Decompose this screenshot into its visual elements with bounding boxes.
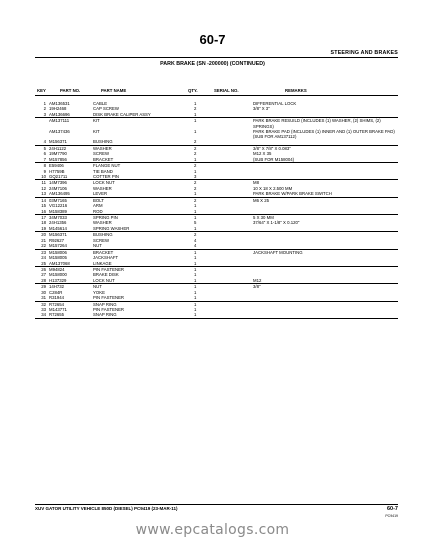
- row-part-name: KIT: [93, 118, 100, 124]
- footer-doc-code: PC9419: [385, 514, 398, 518]
- row-qty: 2: [194, 163, 197, 169]
- row-part-no: M156371: [49, 139, 67, 145]
- row-key: 16: [41, 208, 46, 214]
- row-part-no: AM137068: [49, 260, 70, 266]
- row-part-name: YOKE: [93, 289, 105, 295]
- row-part-name: BUSHING: [93, 139, 113, 145]
- row-key: 12: [41, 185, 46, 191]
- row-part-name: BOLT: [93, 197, 104, 203]
- row-remarks: M6 X 25: [253, 197, 270, 203]
- row-qty: 1: [194, 266, 197, 272]
- row-key: 23: [41, 249, 46, 255]
- row-part-no: 14M7396: [49, 180, 67, 186]
- table-row: [35, 312, 398, 318]
- row-qty: 1: [194, 312, 197, 318]
- row-part-no: M94824: [49, 266, 65, 272]
- row-key: 34: [41, 312, 46, 318]
- row-qty: 1: [194, 208, 197, 214]
- row-part-name: FLANGE NUT: [93, 163, 121, 169]
- row-part-no: R72655: [49, 312, 65, 318]
- row-qty: 2: [194, 145, 197, 151]
- row-key: 14: [41, 197, 46, 203]
- row-key: 31: [41, 295, 46, 301]
- row-part-no: C284R: [49, 289, 63, 295]
- row-key: 10: [41, 173, 46, 179]
- row-qty: 1: [194, 203, 197, 209]
- section-title: STEERING AND BRAKES: [330, 50, 398, 56]
- row-remarks: PARK BRAKE RESUILD (INCLUDES (1) WASHER, (2) SHIMS, (2) SPRINGS): [253, 118, 381, 129]
- row-qty: 1: [194, 249, 197, 255]
- row-key: 27: [41, 272, 46, 278]
- row-part-no: 03M7165: [49, 197, 67, 203]
- row-key: 2: [43, 106, 46, 112]
- row-part-no: R31944: [49, 295, 65, 301]
- row-part-no: AM136531: [49, 101, 70, 106]
- row-remarks: 3/8": [253, 284, 261, 290]
- row-part-no: 19M7790: [49, 151, 67, 157]
- row-remarks: 3/8" X 3": [253, 106, 270, 112]
- row-key: 33: [41, 307, 46, 312]
- row-key: 6: [43, 151, 46, 157]
- col-qty: QTY.: [188, 88, 198, 93]
- row-remarks: JACKSHAFT MOUNTING: [253, 249, 303, 255]
- row-part-no: AM136696: [49, 111, 70, 117]
- row-key: 9: [43, 168, 46, 174]
- row-part-no: R72654: [49, 301, 65, 307]
- row-qty: 2: [194, 185, 197, 191]
- row-remarks: 37/64" X 1-1/8" X 0.120": [253, 220, 300, 226]
- row-part-name: SNAP RING: [93, 301, 117, 307]
- row-part-no: H7759B: [49, 168, 65, 174]
- row-qty: 1: [194, 260, 197, 266]
- row-part-no: AM136495: [49, 191, 70, 197]
- row-qty: 1: [194, 307, 197, 312]
- row-key: 3: [43, 111, 46, 117]
- row-part-no: M157856: [49, 156, 67, 162]
- row-part-no: AM137111: [49, 118, 70, 124]
- row-qty: 2: [194, 139, 197, 145]
- row-part-name: BRACKET: [93, 156, 114, 162]
- row-part-name: DISK BRAKE CALIPER ASSY: [93, 111, 151, 117]
- row-key: 32: [41, 301, 46, 307]
- row-part-no: M158005: [49, 255, 67, 261]
- row-qty: 2: [194, 232, 197, 238]
- row-part-name: TIE BAND: [93, 168, 113, 174]
- col-part-name: PART NAME: [101, 88, 127, 93]
- row-part-name: BRAKE DISK: [93, 272, 119, 278]
- table-row: [35, 129, 398, 140]
- row-qty: 3: [194, 173, 197, 179]
- row-qty: 1: [194, 295, 197, 301]
- row-key: 22: [41, 243, 46, 249]
- row-qty: 1: [194, 272, 197, 278]
- row-part-no: 24M7106: [49, 185, 67, 191]
- row-qty: 1: [194, 191, 197, 197]
- row-part-name: ARM: [93, 203, 103, 209]
- row-remarks: (SUB FOR M158004): [253, 156, 295, 162]
- row-remarks: 5 X 30 MM: [253, 215, 274, 220]
- row-part-name: PIN FASTENER: [93, 266, 125, 272]
- row-key: 17: [41, 215, 46, 220]
- row-part-no: M157264: [49, 243, 67, 249]
- row-key: 11: [41, 180, 46, 186]
- footer-rule: [35, 504, 398, 505]
- col-part-no: PART NO.: [60, 88, 81, 93]
- footer-title: XUV GATOR UTILITY VEHICLE 850D (DIESEL) PC9419 (23-MAR-11): [35, 506, 178, 511]
- row-part-name: LINKAGE: [93, 260, 112, 266]
- row-part-no: M143771: [49, 307, 67, 312]
- row-qty: 1: [194, 289, 197, 295]
- row-qty: 4: [194, 237, 197, 243]
- row-part-name: BUSHING: [93, 232, 113, 238]
- row-part-name: CAP SCREW: [93, 106, 119, 112]
- column-header-rule: [35, 95, 398, 96]
- row-part-name: JACKSHAFT: [93, 255, 119, 261]
- row-part-name: LEVER: [93, 191, 108, 197]
- row-remarks: M12 X 35: [253, 151, 272, 157]
- row-qty: 2: [194, 151, 197, 157]
- page-number: 60-7: [199, 32, 226, 47]
- row-key: 4: [43, 139, 46, 145]
- col-key: KEY: [37, 88, 46, 93]
- row-part-name: COTTER PIN: [93, 173, 120, 179]
- row-qty: 1: [194, 128, 197, 134]
- row-remarks: PARK BRAKE W/PARK BRAKE SWITCH: [253, 191, 332, 197]
- parts-table: [35, 101, 398, 319]
- row-part-no: M158389: [49, 208, 67, 214]
- row-remarks: PARK BRAKE PAD (INCLUDES (1) INNER AND (1) OUTER BRAKE PAD) (SUB FOR AM137112): [253, 128, 395, 140]
- row-qty: 1: [194, 225, 197, 231]
- row-part-name: SPRING WASHER: [93, 225, 130, 231]
- row-part-name: CABLE: [93, 101, 108, 106]
- row-part-name: SNAP RING: [93, 312, 117, 318]
- row-qty: 2: [194, 180, 197, 186]
- row-qty: 1: [194, 284, 197, 290]
- row-qty: 5: [194, 220, 197, 226]
- row-part-name: LOCK NUT: [93, 277, 115, 283]
- row-part-no: H137329: [49, 277, 67, 283]
- row-part-name: PIN FASTENER: [93, 295, 125, 301]
- row-key: 13: [41, 191, 46, 197]
- row-remarks: DIFFERENTIAL LOCK: [253, 101, 297, 106]
- table-row: [35, 118, 398, 129]
- row-part-name: PIN FASTENER: [93, 307, 125, 312]
- row-key: 8: [43, 163, 46, 169]
- row-key: 15: [41, 203, 46, 209]
- row-part-no: M145614: [49, 225, 67, 231]
- col-remarks: REMARKS: [285, 88, 307, 93]
- row-part-no: 14H732: [49, 284, 65, 290]
- row-part-name: SCREW: [93, 237, 109, 243]
- row-part-name: SPRING PIN: [93, 215, 118, 220]
- row-part-no: R92627: [49, 237, 65, 243]
- row-qty: 1: [194, 156, 197, 162]
- row-remarks: M8: [253, 180, 259, 186]
- row-part-no: VG12216: [49, 203, 68, 209]
- row-qty: 2: [194, 197, 197, 203]
- row-qty: 1: [194, 101, 197, 106]
- row-part-no: 24H1356: [49, 220, 67, 226]
- row-key: 20: [41, 232, 46, 238]
- row-qty: 1: [194, 277, 197, 283]
- row-qty: 1: [194, 255, 197, 261]
- row-part-name: NUT: [93, 284, 102, 290]
- row-remarks: 10 X 18 X 2.500 MM: [253, 185, 293, 191]
- row-part-no: E59406: [49, 163, 64, 169]
- row-part-no: 24H1122: [49, 145, 67, 151]
- col-serial-no: SERIAL NO.: [214, 88, 239, 93]
- row-part-name: WASHER: [93, 145, 112, 151]
- row-part-no: M158006: [49, 249, 67, 255]
- row-key: 29: [41, 284, 46, 290]
- row-key: 5: [43, 145, 46, 151]
- row-key: 28: [41, 277, 46, 283]
- row-key: 1: [43, 101, 46, 106]
- row-part-no: 19H2468: [49, 106, 67, 112]
- row-qty: 1: [194, 118, 197, 124]
- row-key: 25: [41, 260, 46, 266]
- row-qty: 1: [194, 111, 197, 117]
- row-part-name: BRACKET: [93, 249, 114, 255]
- row-part-name: NUT: [93, 243, 102, 249]
- row-qty: 4: [194, 243, 197, 249]
- row-qty: 2: [194, 106, 197, 112]
- row-part-no: GQ21711: [49, 173, 68, 179]
- header-rule: [35, 57, 398, 58]
- row-part-name: WASHER: [93, 185, 112, 191]
- watermark: www.epcatalogs.com: [135, 522, 290, 538]
- row-part-no: M156371: [49, 232, 67, 238]
- row-qty: 1: [194, 215, 197, 220]
- row-part-name: LOCK NUT: [93, 180, 115, 186]
- row-remarks: M12: [253, 277, 262, 283]
- row-key: 24: [41, 255, 46, 261]
- row-key: 30: [41, 289, 46, 295]
- row-key: 19: [41, 225, 46, 231]
- row-qty: 1: [194, 168, 197, 174]
- row-key: 26: [41, 266, 46, 272]
- row-part-no: 34M7033: [49, 215, 67, 220]
- row-part-no: AM137436: [49, 128, 70, 134]
- row-part-name: ROD: [93, 208, 103, 214]
- row-part-name: SCREW: [93, 151, 109, 157]
- row-key: 21: [41, 237, 46, 243]
- row-part-name: KIT: [93, 128, 100, 134]
- row-part-no: M158000: [49, 272, 67, 278]
- footer-page-number: 60-7: [386, 506, 398, 512]
- row-key: 18: [41, 220, 46, 226]
- table-subtitle: PARK BRAKE (SN -200000) (CONTINUED): [160, 61, 265, 67]
- row-qty: 1: [194, 301, 197, 307]
- row-key: 7: [43, 156, 46, 162]
- row-remarks: 3/8" X 7/8" X 0.083": [253, 145, 291, 151]
- row-part-name: WASHER: [93, 220, 112, 226]
